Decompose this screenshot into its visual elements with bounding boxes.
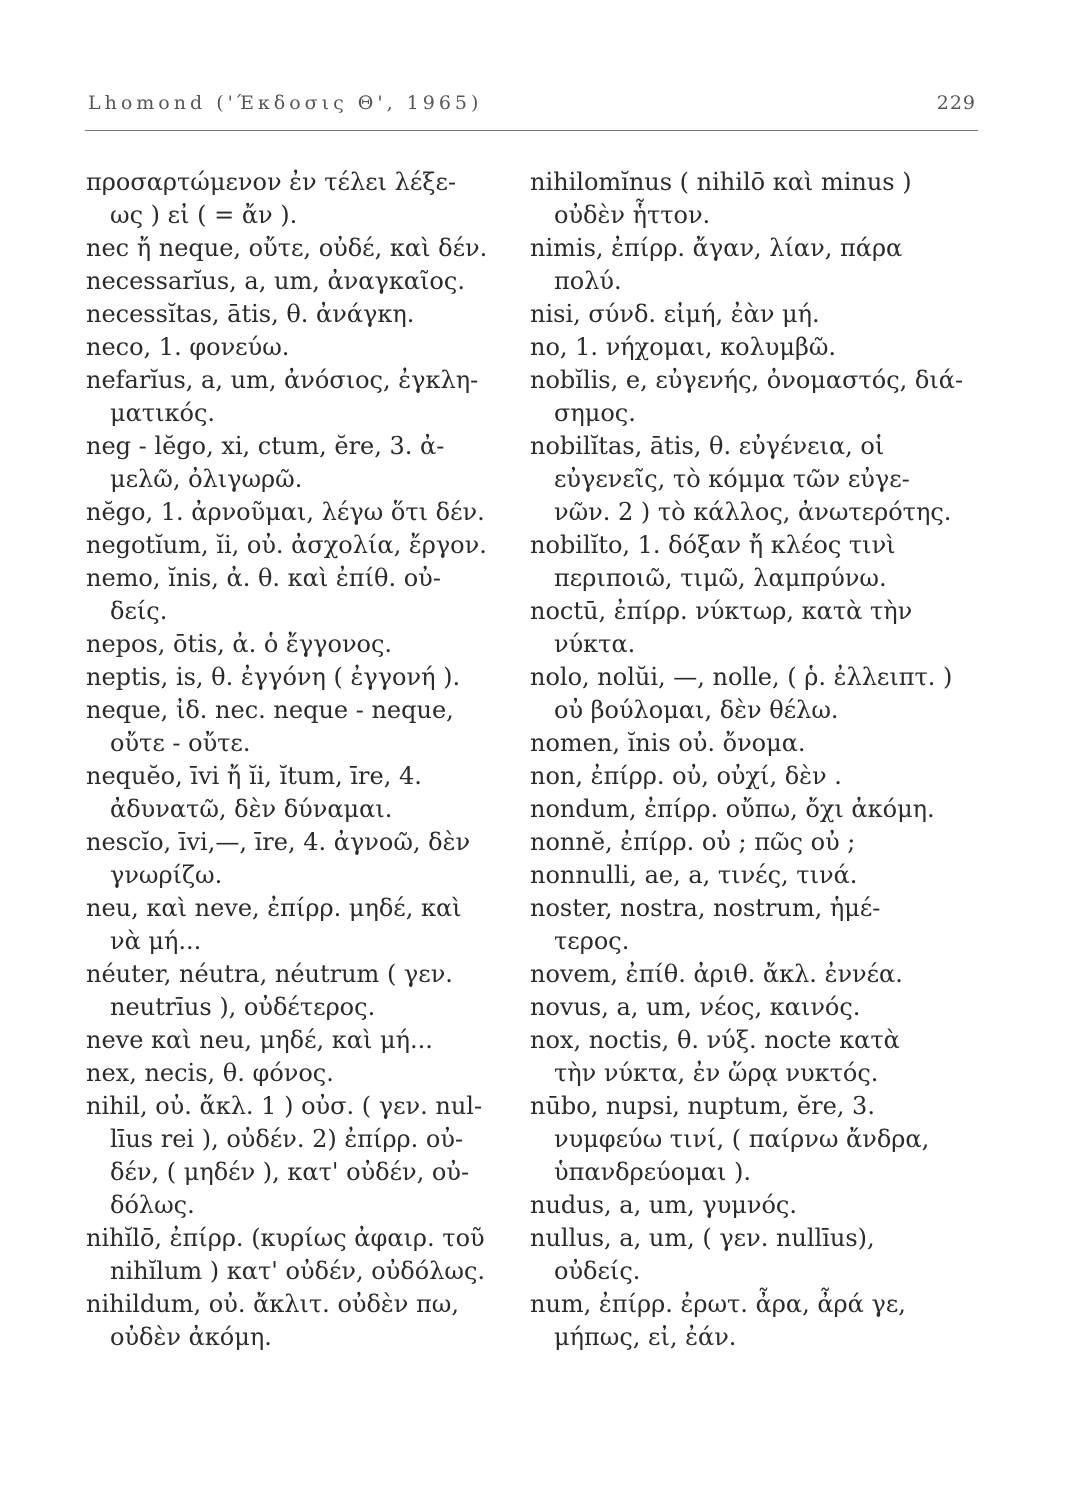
entry-line: noster, nostra, nostrum, ἡμέ- (530, 894, 881, 922)
entry-line: δόλως. (110, 1191, 195, 1219)
entry-line: οὔτε - οὔτε. (110, 729, 251, 757)
dictionary-entry (86, 496, 518, 529)
entry-line: nomen, ĭnis οὐ. ὄνομα. (530, 729, 806, 757)
entry-line: ἀδυνατῶ, δὲν δύναμαι. (110, 795, 393, 823)
entry-line: nonnulli, ae, a, τινές, τινά. (530, 861, 858, 889)
page-number: 229 (936, 92, 976, 114)
entry-line: nimis, ἐπίρρ. ἄγαν, λίαν, πάρα (530, 234, 903, 262)
dictionary-entry (530, 958, 978, 991)
entry-line: οὐδείς. (554, 1257, 641, 1285)
entry-line: novem, ἐπίθ. ἀριθ. ἄκλ. ἐννέα. (530, 960, 903, 988)
entry-line: nudus, a, um, γυμνός. (530, 1191, 797, 1219)
entry-line: nobĭlis, e, εὐγενής, ὀνομαστός, διά- (530, 366, 964, 394)
dictionary-entry (530, 1222, 978, 1288)
running-title: Lhomond ('Έκδοσις Θ', 1965) (88, 92, 483, 114)
dictionary-entry (86, 694, 518, 760)
entry-line: nihildum, οὐ. ἄκλιτ. οὐδὲν πω, (86, 1290, 459, 1318)
entry-line: neco, 1. φονεύω. (86, 333, 290, 361)
entry-line: negotĭum, ĭi, οὐ. ἀσχολία, ἔργον. (86, 531, 487, 559)
entry-line: εὐγενεῖς, τὸ κόμμα τῶν εὐγε- (554, 465, 910, 493)
dictionary-entry (530, 892, 978, 958)
dictionary-entry (530, 529, 978, 595)
left-column (86, 166, 518, 1354)
dictionary-entry (86, 166, 518, 232)
entry-line: nihĭlō, ἐπίρρ. (κυρίως ἀφαιρ. τοῦ (86, 1224, 485, 1252)
dictionary-entry (530, 1024, 978, 1090)
dictionary-entry (86, 1288, 518, 1354)
entry-line: nūbo, nupsi, nuptum, ĕre, 3. (530, 1092, 875, 1120)
dictionary-entry (530, 793, 978, 826)
dictionary-entry (530, 1189, 978, 1222)
entry-line: μήπως, εἰ, ἐάν. (554, 1323, 737, 1351)
right-column (530, 166, 978, 1354)
entry-line: necessĭtas, ātis, θ. ἀνάγκη. (86, 300, 415, 328)
dictionary-entry (86, 1057, 518, 1090)
entry-line: num, ἐπίρρ. ἐρωτ. ἆρα, ἆρά γε, (530, 1290, 906, 1318)
entry-line: nec ἤ neque, οὔτε, οὐδέ, καὶ δέν. (86, 234, 488, 262)
entry-line: νύκτα. (554, 630, 636, 658)
entry-line: nobilĭtas, ātis, θ. εὐγένεια, οἱ (530, 432, 885, 460)
dictionary-entry (530, 331, 978, 364)
entry-line: nescĭo, īvi,—, īre, 4. ἀγνοῶ, δὲν (86, 828, 471, 856)
entry-line: nemo, ĭnis, ἀ. θ. καὶ ἐπίθ. οὐ- (86, 564, 441, 592)
entry-line: néuter, néutra, néutrum ( γεν. (86, 960, 453, 988)
dictionary-entry (530, 166, 978, 232)
dictionary-entry (86, 331, 518, 364)
entry-line: νὰ μή... (110, 927, 202, 955)
entry-line: nondum, ἐπίρρ. οὔπω, ὄχι ἀκόμη. (530, 795, 935, 823)
entry-line: περιποιῶ, τιμῶ, λαμπρύνω. (554, 564, 887, 592)
dictionary-entry (86, 1222, 518, 1288)
entry-line: πολύ. (554, 267, 622, 295)
entry-line: οὐδὲν ἀκόμη. (110, 1323, 272, 1351)
entry-line: neque, ἰδ. nec. neque - neque, (86, 696, 454, 724)
dictionary-entry (530, 727, 978, 760)
entry-line: no, 1. νήχομαι, κολυμβῶ. (530, 333, 837, 361)
entry-line: neutrīus ), οὐδέτερος. (110, 993, 376, 1021)
dictionary-entry (530, 430, 978, 529)
dictionary-entry (86, 826, 518, 892)
entry-line: nĕgo, 1. ἀρνοῦμαι, λέγω ὅτι δέν. (86, 498, 485, 526)
dictionary-entry (86, 892, 518, 958)
dictionary-entry (530, 991, 978, 1024)
entry-line: δείς. (110, 597, 168, 625)
entry-line: nox, noctis, θ. νύξ. nocte κατὰ (530, 1026, 900, 1054)
entry-line: οὐ βούλομαι, δὲν θέλω. (554, 696, 839, 724)
dictionary-entry (86, 628, 518, 661)
dictionary-entry (86, 760, 518, 826)
dictionary-entry (530, 1288, 978, 1354)
entry-line: nihĭlum ) κατ' οὐδέν, οὐδόλως. (110, 1257, 486, 1285)
entry-line: ματικός. (110, 399, 216, 427)
entry-line: nullus, a, um, ( γεν. nullīus), (530, 1224, 875, 1252)
entry-line: nihilomĭnus ( nihilō καὶ minus ) (530, 168, 912, 196)
entry-line: necessarĭus, a, um, ἀναγκαῖος. (86, 267, 465, 295)
entry-line: līus rei ), οὐδέν. 2) ἐπίρρ. οὐ- (110, 1125, 464, 1153)
entry-line: noctū, ἐπίρρ. νύκτωρ, κατὰ τὴν (530, 597, 913, 625)
entry-line: nequĕo, īvi ἤ ĭi, ĭtum, īre, 4. (86, 762, 422, 790)
entry-line: σημος. (554, 399, 636, 427)
dictionary-entry (530, 661, 978, 727)
entry-line: nonnĕ, ἐπίρρ. οὐ ; πῶς οὐ ; (530, 828, 856, 856)
entry-line: νῶν. 2 ) τὸ κάλλος, ἀνωτερότης. (554, 498, 952, 526)
entry-line: ως ) εἰ ( = ἄν ). (110, 201, 298, 229)
entry-line: δέν, ( μηδέν ), κατ' οὐδέν, οὐ- (110, 1158, 470, 1186)
entry-line: nefarĭus, a, um, ἀνόσιος, ἐγκλη- (86, 366, 479, 394)
entry-line: nepos, ōtis, ἀ. ὁ ἔγγονος. (86, 630, 393, 658)
dictionary-entry (86, 958, 518, 1024)
dictionary-entry (530, 298, 978, 331)
entry-line: nolo, nolŭi, —, nolle, ( ῥ. ἐλλειπτ. ) (530, 663, 953, 691)
dictionary-entry (86, 1090, 518, 1222)
dictionary-entry (530, 859, 978, 892)
header-rule (85, 130, 978, 131)
dictionary-entry (86, 364, 518, 430)
dictionary-entry (530, 595, 978, 661)
dictionary-entry (86, 232, 518, 265)
dictionary-entry (86, 265, 518, 298)
entry-line: μελῶ, ὀλιγωρῶ. (110, 465, 303, 493)
dictionary-entry (86, 1024, 518, 1057)
entry-line: non, ἐπίρρ. οὐ, οὐχί, δὲν . (530, 762, 842, 790)
dictionary-entry (530, 826, 978, 859)
entry-line: νυμφεύω τινί, ( παίρνω ἄνδρα, (554, 1125, 930, 1153)
dictionary-entry (86, 562, 518, 628)
entry-line: τὴν νύκτα, ἐν ὥρᾳ νυκτός. (554, 1059, 879, 1087)
dictionary-entry (530, 760, 978, 793)
entry-line: nihil, οὐ. ἄκλ. 1 ) οὐσ. ( γεν. nul- (86, 1092, 483, 1120)
entry-line: neptis, is, θ. ἐγγόνη ( ἐγγονή ). (86, 663, 461, 691)
entry-line: προσαρτώμενον ἐν τέλει λέξε- (86, 168, 457, 196)
dictionary-entry (530, 364, 978, 430)
entry-line: neu, καὶ neve, ἐπίρρ. μηδέ, καὶ (86, 894, 462, 922)
entry-line: οὐδὲν ἧττον. (554, 201, 711, 229)
dictionary-entry (86, 430, 518, 496)
entry-line: γνωρίζω. (110, 861, 223, 889)
entry-line: novus, a, um, νέος, καινός. (530, 993, 861, 1021)
entry-line: ὑπανδρεύομαι ). (554, 1158, 752, 1186)
dictionary-entry (86, 661, 518, 694)
dictionary-entry (530, 232, 978, 298)
entry-line: neve καὶ neu, μηδέ, καὶ μή... (86, 1026, 433, 1054)
entry-line: τερος. (554, 927, 630, 955)
dictionary-entry (86, 529, 518, 562)
page-header (88, 92, 976, 122)
entry-line: neg - lĕgo, xi, ctum, ĕre, 3. ἀ- (86, 432, 445, 460)
entry-line: nobilĭto, 1. δόξαν ἤ κλέος τινὶ (530, 531, 896, 559)
entry-line: nex, necis, θ. φόνος. (86, 1059, 334, 1087)
entry-line: nisi, σύνδ. εἰμή, ἐὰν μή. (530, 300, 820, 328)
dictionary-entry (530, 1090, 978, 1189)
dictionary-entry (86, 298, 518, 331)
